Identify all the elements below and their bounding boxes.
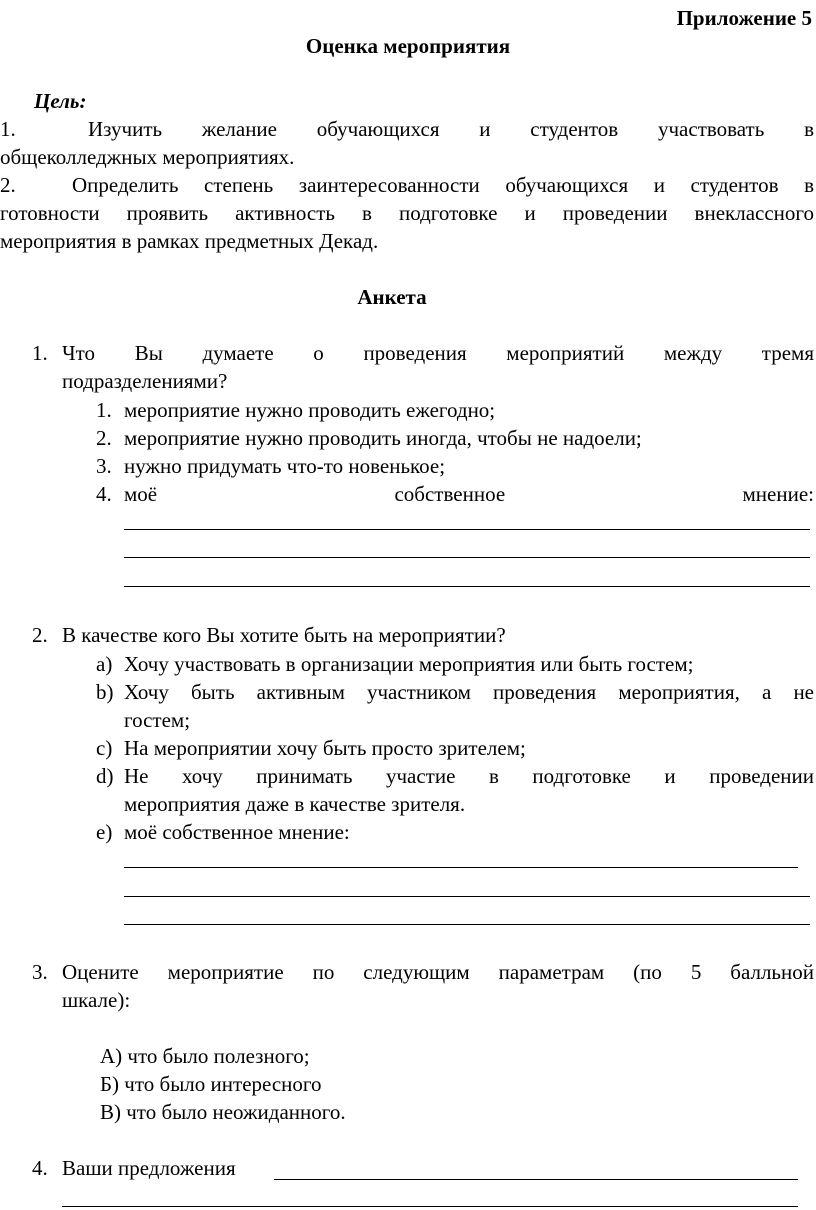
goal-item-number: 2.	[0, 173, 16, 197]
option-marker: a)	[96, 652, 113, 676]
option-text: гостем;	[124, 708, 191, 732]
option-text: моё собственное мнение:	[124, 820, 350, 844]
question-text: шкале):	[62, 988, 131, 1012]
rating-parameter: Б) что было интересного	[100, 1072, 322, 1096]
option-text: мероприятия даже в качестве зрителя.	[124, 792, 466, 816]
answer-line[interactable]	[124, 586, 810, 587]
option-text: мероприятие нужно проводить ежегодно;	[124, 398, 496, 422]
page-title: Оценка мероприятия	[305, 34, 511, 58]
question-text: Оцените мероприятие по следующим параметрам (по 5 балльной	[62, 960, 814, 984]
question-number: 2.	[32, 623, 48, 647]
question-number: 1.	[32, 341, 48, 365]
answer-line[interactable]	[124, 529, 810, 530]
goal-item-text: мероприятия в рамках предметных Декад.	[0, 229, 379, 253]
option-text: Не хочу принимать участие в подготовке и проведении	[124, 764, 814, 788]
option-text: На мероприятии хочу быть просто зрителем;	[124, 736, 526, 760]
goal-item-number: 1.	[0, 117, 16, 141]
option-marker: c)	[96, 736, 113, 760]
goal-label: Цель:	[34, 89, 87, 113]
option-text: нужно придумать что-то новенькое;	[124, 454, 446, 478]
answer-line[interactable]	[124, 896, 810, 897]
option-text: мероприятие нужно проводить иногда, чтобы не надоели;	[124, 426, 642, 450]
option-marker: b)	[96, 680, 114, 704]
option-marker: e)	[96, 820, 113, 844]
option-marker: 2.	[96, 426, 112, 450]
question-number: 4.	[32, 1156, 48, 1180]
rating-parameter: В) что было неожиданного.	[100, 1100, 346, 1124]
answer-line[interactable]	[124, 557, 810, 558]
answer-line[interactable]	[62, 1206, 798, 1207]
appendix-label: Приложение 5	[676, 6, 812, 30]
option-marker: d)	[96, 764, 114, 788]
rating-parameter: А) что было полезного;	[100, 1044, 310, 1068]
option-text: моё собственное мнение:	[124, 482, 814, 506]
goal-item-text: общеколледжных мероприятиях.	[0, 145, 295, 169]
question-number: 3.	[32, 960, 48, 984]
question-text: Ваши предложения	[62, 1156, 236, 1180]
option-text: Хочу участвовать в организации мероприятия или быть гостем;	[124, 652, 694, 676]
goal-item-text: Изучить желание обучающихся и студентов участвовать в	[88, 117, 814, 141]
question-text: подразделениями?	[62, 369, 228, 393]
option-marker: 4.	[96, 482, 112, 506]
question-text: В качестве кого Вы хотите быть на мероприятии?	[62, 623, 506, 647]
option-marker: 3.	[96, 454, 112, 478]
answer-line[interactable]	[124, 867, 798, 868]
question-text: Что Вы думаете о проведения мероприятий между тремя	[62, 341, 814, 365]
goal-item-text: Определить степень заинтересованности обучающихся и студентов в	[72, 173, 814, 197]
option-text: Хочу быть активным участником проведения мероприятия, а не	[124, 680, 814, 704]
option-marker: 1.	[96, 398, 112, 422]
answer-line[interactable]	[124, 924, 810, 925]
goal-item-text: готовности проявить активность в подготовке и проведении внеклассного	[0, 201, 814, 225]
survey-title: Анкета	[357, 285, 427, 309]
answer-line[interactable]	[274, 1179, 798, 1180]
